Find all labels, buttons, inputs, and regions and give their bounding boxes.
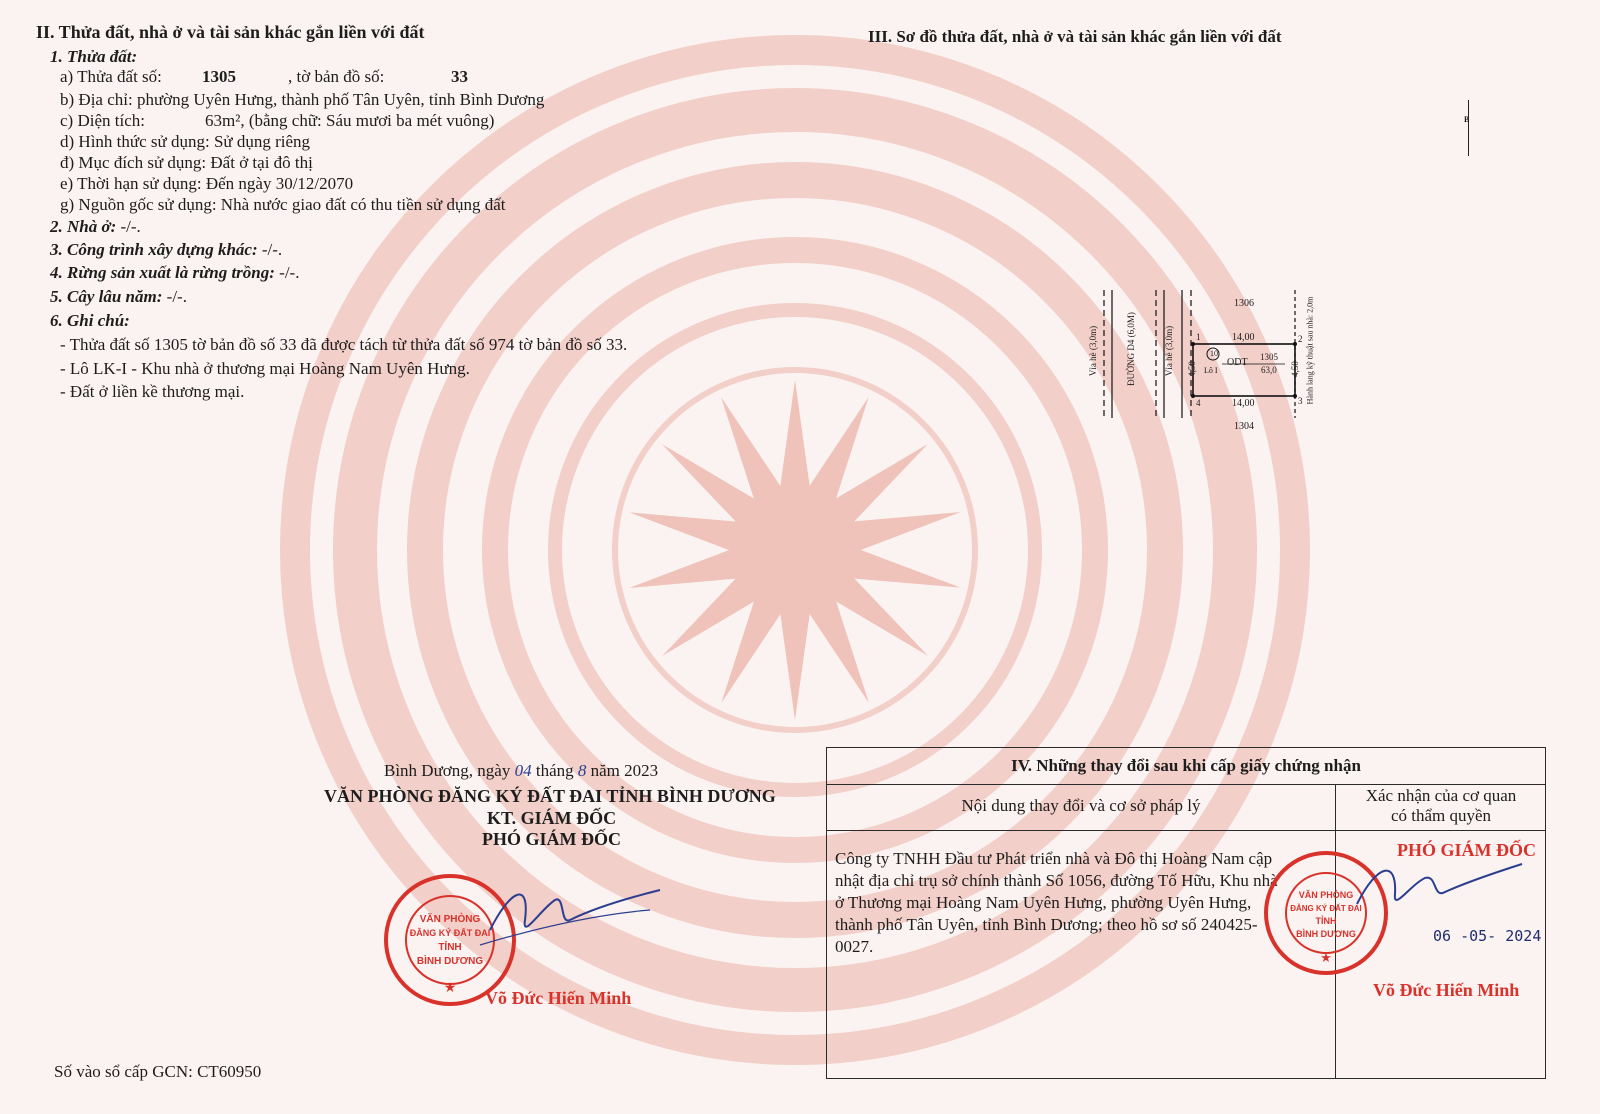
confirm-signer: Võ Đức Hiến Minh xyxy=(1373,980,1520,1000)
change-line: ở Thương mại Hoàng Nam Uyên Hưng, phường Uyên Hưng, xyxy=(835,893,1252,912)
house-label: 2. Nhà ở: xyxy=(50,217,117,236)
kt-director: KT. GIÁM ĐỐC xyxy=(487,808,617,828)
length-bottom: 14,00 xyxy=(1232,398,1255,409)
construction-row xyxy=(50,240,282,260)
col-content-header-text: Nội dung thay đổi và cơ sở pháp lý xyxy=(961,796,1201,815)
width-right: 4,50 xyxy=(1289,361,1300,377)
plot-parcel-number: 1305 xyxy=(1260,352,1278,362)
forest-row xyxy=(50,263,299,283)
length-top: 14,00 xyxy=(1232,332,1255,343)
section2-title: II. Thửa đất, nhà ở và tài sản khác gắn liền với đất xyxy=(36,22,425,42)
parcel-number-label: a) Thửa đất số: xyxy=(60,67,162,86)
usage-form: d) Hình thức sử dụng: Sử dụng riêng xyxy=(60,132,311,151)
confirm-signature xyxy=(1347,844,1527,924)
note-item: - Đất ở liền kề thương mại. xyxy=(60,382,245,401)
stamp-line: ĐĂNG KÝ ĐẤT ĐAI xyxy=(409,928,491,938)
stamp-line: BÌNH DƯƠNG xyxy=(416,956,484,967)
date-year: năm 2023 xyxy=(590,761,659,780)
parcel-diagram-labels xyxy=(1080,290,1340,440)
change-content xyxy=(835,848,1278,958)
lot-name: Lô I xyxy=(1204,366,1218,375)
corner-label: 2 xyxy=(1298,334,1303,344)
stamp-line: TỈNH xyxy=(1315,916,1337,926)
forest-label: 4. Rừng sản xuất là rừng trồng: xyxy=(50,263,275,282)
date-month: 8 xyxy=(577,761,587,780)
area-value: 63m², (bằng chữ: Sáu mươi ba mét vuông) xyxy=(205,111,495,130)
stamp-line: VĂN PHÒNG xyxy=(1298,890,1354,900)
table-divider xyxy=(827,784,1545,785)
change-line: Công ty TNHH Đầu tư Phát triển nhà và Đô thị Hoàng Nam cập xyxy=(835,849,1273,868)
section3-title: III. Sơ đồ thửa đất, nhà ở và tài sản khác gắn liền với đất xyxy=(868,27,1282,46)
star-icon: ★ xyxy=(443,981,457,996)
north-arrow-line xyxy=(1468,100,1469,156)
map-sheet-label: , tờ bản đồ số: xyxy=(288,67,385,86)
change-line: nhật địa chỉ trụ sở chính thành Số 1056, đường Tố Hữu, Khu nhà xyxy=(835,871,1278,890)
area-label: c) Diện tích: xyxy=(60,111,145,130)
deputy-director: PHÓ GIÁM ĐỐC xyxy=(482,829,621,849)
construction-label: 3. Công trình xây dựng khác: xyxy=(50,240,258,259)
note-item: - Thửa đất số 1305 tờ bản đồ số 33 đã được tách từ thửa đất số 974 tờ bản đồ số 33. xyxy=(60,335,628,354)
sidewalk-right-label: Vỉa hè (3,0m) xyxy=(1164,325,1175,377)
date-day: 04 xyxy=(514,761,532,780)
date-month-label: tháng xyxy=(535,761,574,780)
corner-label: 4 xyxy=(1196,398,1201,408)
star-icon: ★ xyxy=(1320,950,1332,965)
corner-label: 3 xyxy=(1298,396,1303,406)
changes-table xyxy=(826,747,1546,1079)
col-confirm-header-l1: Xác nhận của cơ quan xyxy=(1365,786,1517,805)
change-line: thành phố Tân Uyên, tỉnh Bình Dương; theo hồ sơ số 240425- xyxy=(835,915,1258,934)
land-type-code: ODT xyxy=(1227,357,1248,368)
notes-heading: 6. Ghi chú: xyxy=(50,311,130,330)
date-prefix: Bình Dương, ngày xyxy=(384,761,511,780)
usage-origin: g) Nguồn gốc sử dụng: Nhà nước giao đất có thu tiền sử dụng đất xyxy=(60,195,506,214)
sidewalk-left-label: Vỉa hè (3,0m) xyxy=(1088,325,1099,377)
lot-number: 10 xyxy=(1210,349,1218,358)
neighbor-bottom: 1304 xyxy=(1234,421,1254,432)
section4-title xyxy=(827,756,1545,776)
register-number: Số vào sổ cấp GCN: CT60950 xyxy=(54,1062,262,1081)
plot-area: 63,0 xyxy=(1261,365,1277,375)
north-label: B xyxy=(1464,115,1470,124)
confirm-title: PHÓ GIÁM ĐỐC xyxy=(1397,840,1536,860)
confirm-date: 06 -05- 2024 xyxy=(1433,927,1542,945)
construction-value: -/-. xyxy=(257,240,283,259)
office-name: VĂN PHÒNG ĐĂNG KÝ ĐẤT ĐAI TỈNH BÌNH DƯƠNG xyxy=(324,786,776,806)
usage-purpose: đ) Mục đích sử dụng: Đất ở tại đô thị xyxy=(60,153,313,172)
width-left: 4,50 xyxy=(1186,361,1197,377)
section4-title-text: IV. Những thay đổi sau khi cấp giấy chứng nhận xyxy=(1011,756,1361,775)
house-value: -/-. xyxy=(116,217,141,236)
handwritten-signature xyxy=(470,870,670,960)
road-label: ĐƯỜNG D4 (6,0M) xyxy=(1125,312,1136,386)
issue-date xyxy=(384,761,658,781)
col-confirm-header-l2: có thẩm quyền xyxy=(1390,806,1492,825)
neighbor-top: 1306 xyxy=(1234,298,1254,309)
perennial-label: 5. Cây lâu năm: xyxy=(50,287,163,306)
rear-corridor-label: Hành lang kỹ thuật sau nhà: 2,0m xyxy=(1305,296,1315,405)
forest-value: -/-. xyxy=(274,263,300,282)
col-content-header xyxy=(827,796,1335,816)
perennial-value: -/-. xyxy=(162,287,187,306)
stamp-line: VĂN PHÒNG xyxy=(419,914,481,925)
col-confirm-header xyxy=(1335,786,1547,826)
address-line: b) Địa chỉ: phường Uyên Hưng, thành phố Tân Uyên, tỉnh Bình Dương xyxy=(60,90,545,109)
table-divider xyxy=(827,830,1545,831)
map-sheet-number: 33 xyxy=(451,67,468,86)
house-row xyxy=(50,217,141,237)
note-item: - Lô LK-I - Khu nhà ở thương mại Hoàng Nam Uyên Hưng. xyxy=(60,359,470,378)
change-line: 0027. xyxy=(835,937,874,956)
usage-term: e) Thời hạn sử dụng: Đến ngày 30/12/2070 xyxy=(60,174,354,193)
stamp-line: BÌNH DƯƠNG xyxy=(1296,929,1356,939)
stamp-line: TỈNH xyxy=(438,942,462,953)
north-arrow xyxy=(1462,100,1476,156)
corner-label: 1 xyxy=(1196,332,1201,342)
signer-name: Võ Đức Hiến Minh xyxy=(485,988,632,1008)
heading-land-parcel: 1. Thửa đất: xyxy=(50,47,138,66)
parcel-number: 1305 xyxy=(202,67,236,86)
stamp-line: ĐĂNG KÝ ĐẤT ĐAI xyxy=(1290,904,1362,913)
perennial-row xyxy=(50,287,187,307)
